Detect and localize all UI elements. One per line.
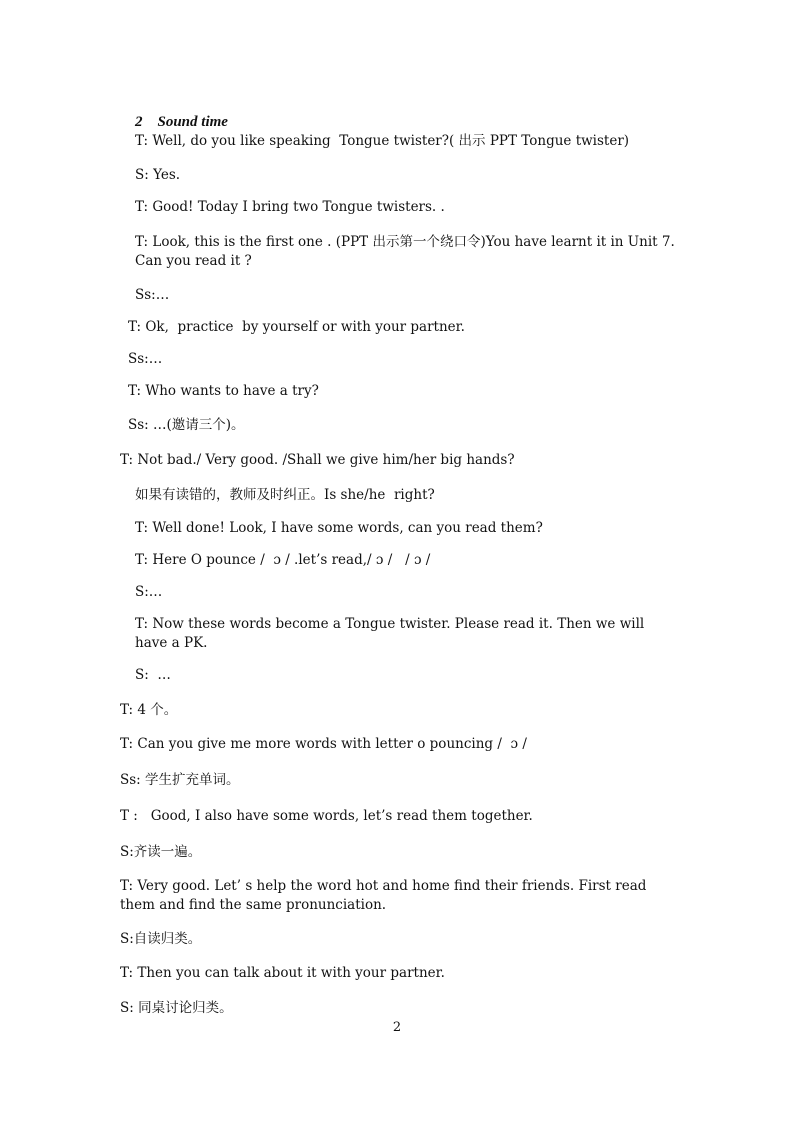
text-line: 如果有读错的，教师及时纠正。Is she/he right? — [135, 487, 435, 503]
page-number: 2 — [392, 1020, 402, 1035]
text-line: S: Yes. — [135, 167, 181, 183]
text-line: S:自读归类。 — [120, 931, 202, 947]
text-line: S: 同桌讨论归类。 — [120, 1000, 233, 1016]
text-line: T: Very good. Let’ s help the word hot and home find their friends. First read them and find the same pronunciation. — [120, 878, 647, 913]
text-line: T: Well, do you like speaking Tongue twister?( 出示 PPT Tongue twister) — [135, 133, 630, 149]
text-line: T: Ok, practice by yourself or with your partner. — [128, 319, 465, 335]
text-line: T: Here O pounce / ɔ / .let’s read,/ ɔ / / ɔ / — [135, 552, 431, 568]
text-line: T: Good! Today I bring two Tongue twisters. . — [135, 199, 445, 215]
text-line: T: Not bad./ Very good. /Shall we give him/her big hands? — [120, 452, 515, 468]
section-number: 2 — [135, 114, 143, 130]
text-line: S: … — [135, 667, 171, 683]
text-line: Ss: …(邀请三个)。 — [128, 417, 245, 433]
text-line: T: Look, this is the first one . (PPT 出示第一个绕口令)You have learnt it in Unit 7. Can you read it ? — [135, 234, 675, 269]
text-line: T: Well done! Look, I have some words, can you read them? — [135, 520, 543, 536]
section-title: Sound time — [157, 114, 228, 130]
text-line: S:齐读一遍。 — [120, 844, 202, 860]
text-line: T: Now these words become a Tongue twister. Please read it. Then we will have a PK. — [135, 616, 645, 651]
text-line: Ss: 学生扩充单词。 — [120, 772, 240, 788]
text-line: T: Who wants to have a try? — [128, 383, 319, 399]
text-line: S:… — [135, 584, 163, 600]
text-line: T: Can you give me more words with letter o pouncing / ɔ / — [120, 736, 527, 752]
text-line: T: 4 个。 — [120, 702, 178, 718]
text-line: T: Then you can talk about it with your partner. — [120, 965, 445, 981]
text-line: Ss:… — [135, 287, 170, 303]
text-line: T : Good, I also have some words, let’s read them together. — [120, 808, 533, 824]
text-line: Ss:… — [128, 351, 163, 367]
